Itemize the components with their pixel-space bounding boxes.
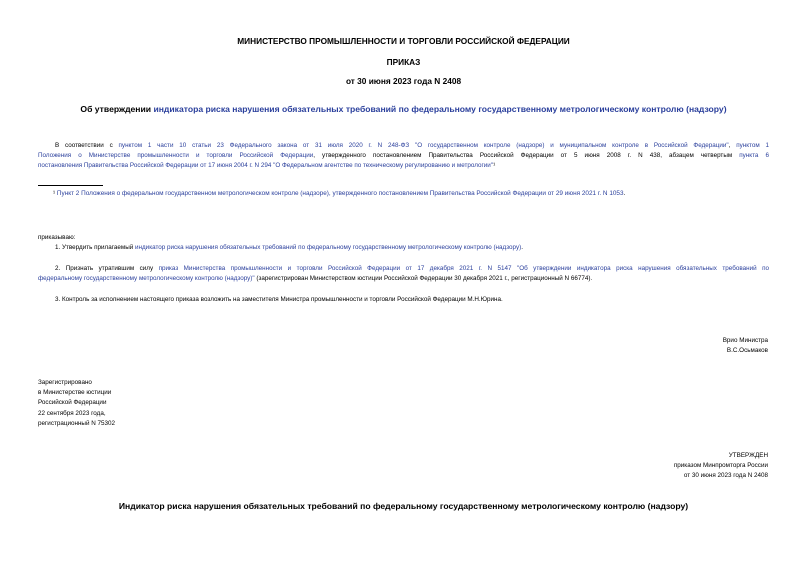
signature-block: [723, 336, 768, 356]
preamble-link[interactable]: пунктом 1 части 10 статьи 23 Федерального закона от 31 июля 2020 г. N 248-ФЗ "О государственном контроле (надзоре) и муниципальном контроле в Российской Федерации": [118, 142, 729, 149]
registration-line: 22 сентября 2023 года,: [38, 409, 106, 417]
preamble-line: [38, 161, 769, 171]
ministry-heading: МИНИСТЕРСТВО ПРОМЫШЛЕННОСТИ И ТОРГОВЛИ РОССИЙСКОЙ ФЕДЕРАЦИИ: [237, 36, 570, 46]
preamble-link[interactable]: постановления Правительства Российской Федерации от 17 июня 2004 г. N 294 "О Федеральном агентстве по техническому регулированию и метрологии": [38, 162, 494, 170]
order-title: [0, 104, 807, 114]
registration-line: Российской Федерации: [38, 399, 107, 407]
annex-title: Индикатор риска нарушения обязательных требований по федеральному государственному метрологическому контролю (надзору): [118, 501, 689, 511]
footnote-suffix: .: [623, 190, 626, 197]
item1-link[interactable]: индикатор риска нарушения обязательных требований по федеральному государственному метрологическому контролю (надзору): [135, 244, 522, 251]
item1-suffix: .: [521, 244, 523, 251]
order-item-3: 3. Контроль за исполнением настоящего приказа возложить на заместителя Министра промышленности и торговли Российской Федерации М.Н.Юрина.: [55, 296, 503, 303]
approval-line: УТВЕРЖДЕН: [728, 452, 768, 459]
title-link[interactable]: индикатора риска нарушения обязательных требований по федеральному государственному метрологическому контролю (надзору): [153, 104, 727, 114]
preamble: [38, 141, 769, 172]
registration-line: Зарегистрировано: [38, 379, 92, 386]
footnote-separator: [38, 185, 103, 186]
preamble-line: [38, 151, 769, 161]
preamble-link[interactable]: пункта 6: [739, 152, 769, 160]
signature-position: Врио Министра: [722, 337, 768, 344]
doc-type-heading: ПРИКАЗ: [386, 57, 421, 67]
item1-prefix: 1. Утвердить прилагаемый: [55, 244, 136, 251]
item2-suffix: (зарегистрирован Министерством юстиции Российской Федерации 30 декабря 2021 г., регистрационный N 66774).: [254, 275, 593, 283]
registration-line: регистрационный N 75302: [38, 419, 116, 427]
footnote-link[interactable]: Пункт 2 Положения о федеральном государственном метрологическом контроле (надзоре), утвержденного постановлением Правительства Российской Федерации от 29 июня 2021 г. N 1053: [56, 190, 624, 197]
approval-line: от 30 июня 2023 года N 2408: [683, 472, 768, 480]
title-prefix: Об утверждении: [80, 104, 154, 114]
registration-block: [38, 378, 115, 429]
preamble-text: ,: [728, 142, 737, 149]
order-item-2: [38, 264, 769, 284]
preamble-link[interactable]: пунктом 1: [736, 142, 769, 149]
preamble-text: , утвержденного постановлением Правительства Российской Федерации от 5 июня 2008 г. N 438, абзацем четвертым: [313, 152, 740, 160]
preamble-text: ¹: [493, 162, 496, 170]
footnote-marker: ¹: [53, 190, 56, 197]
item2-line: [38, 274, 769, 284]
preamble-line: [38, 141, 769, 151]
order-item-1: [55, 243, 523, 253]
preamble-link[interactable]: Положения о Министерстве промышленности и торговли Российской Федерации: [38, 152, 314, 160]
approval-line: приказом Минпромторга России: [673, 462, 768, 470]
approval-block: [674, 451, 768, 482]
registration-line: в Министерстве юстиции: [38, 389, 112, 397]
item2-line: [38, 264, 769, 274]
preamble-text: В соответствии с: [55, 142, 119, 149]
doc-date-number: от 30 июня 2023 года N 2408: [345, 76, 462, 86]
signature-name: В.С.Осьмаков: [726, 347, 768, 355]
item2-link-line2[interactable]: федеральному государственному метрологическому контролю (надзору)": [38, 275, 255, 283]
item2-link-line1[interactable]: приказ Министерства промышленности и торговли Российской Федерации от 17 декабря 2021 г. N 5147 "Об утверждении индикатора риска нарушения обязательных требований по: [158, 265, 769, 272]
item2-prefix: 2. Признать утратившим силу: [55, 265, 159, 272]
footnote: [53, 189, 625, 199]
order-intro: приказываю:: [38, 234, 76, 241]
